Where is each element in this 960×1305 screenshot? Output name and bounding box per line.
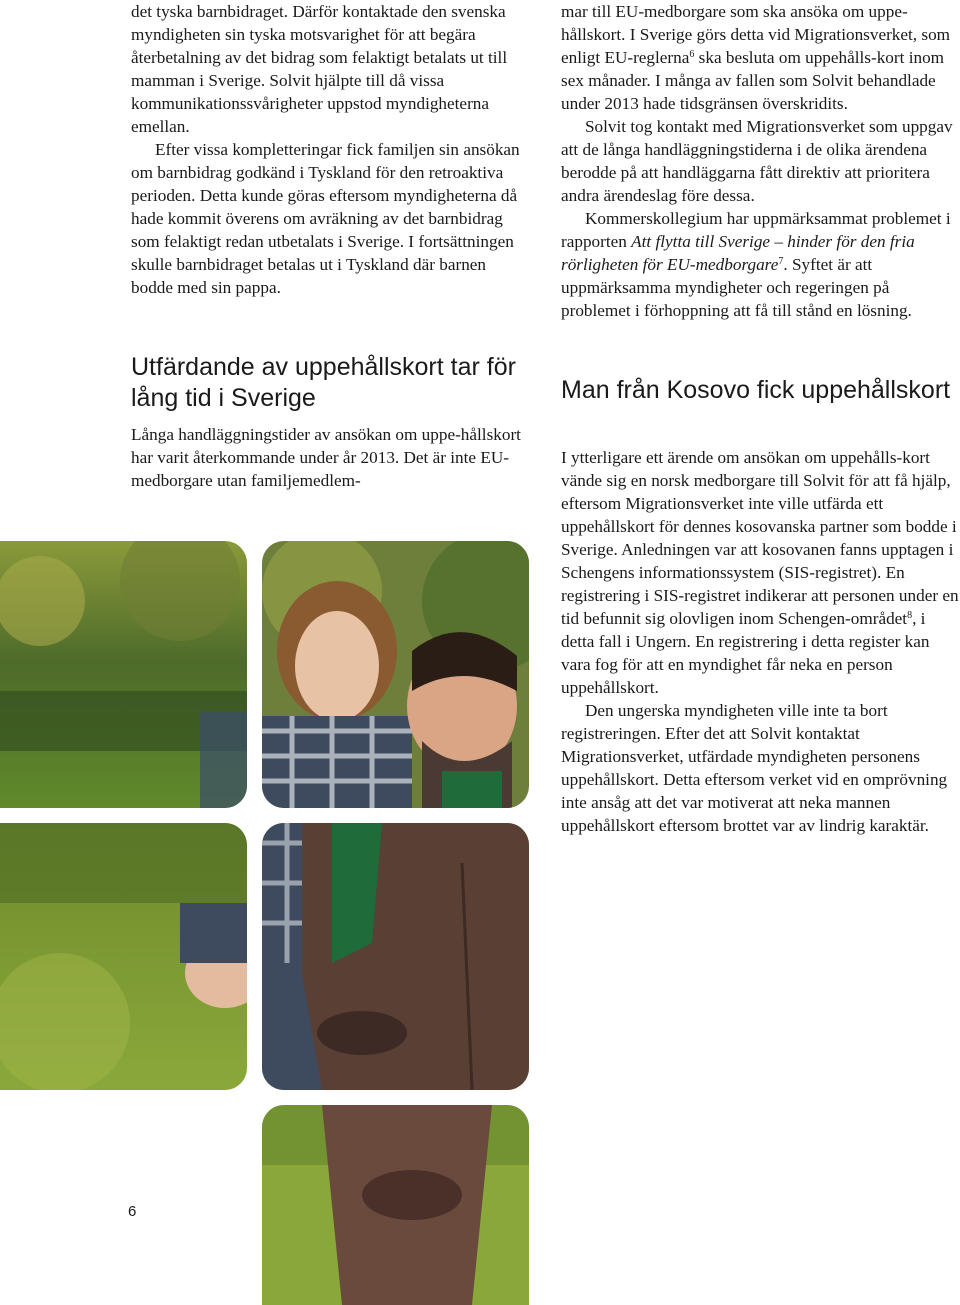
text-span: . Syftet är att uppmärksamma myndigheter och regeringen på problemet i förhoppning att få till stånd en lösning.	[561, 255, 912, 320]
left-paragraph-1: det tyska barnbidraget. Därför kontaktade den svenska myndigheten sin tyska motsvarighet för att begära återbetalning av det bidrag som felaktigt betalats ut till mamman i Sverige. Solvit hjälpte till då vissa kommunikationssvårigheter uppstod myndigheterna emellan.	[131, 2, 508, 136]
text-span: Kommerskollegium har uppmärksammat problemet i rapporten	[561, 209, 951, 251]
photo-tile-father-jacket	[262, 823, 529, 1090]
photo-tile-park-top-left	[0, 541, 247, 808]
right-paragraph-2: Solvit tog kontakt med Migrationsverket som uppgav att de långa handläggningstiderna i de olika ärendena berodde på att handläggarna fått direktiv att prioritera andra ärendeslag före dessa.	[561, 117, 953, 205]
footnote-ref: 6	[689, 49, 695, 60]
right-paragraph-3	[561, 207, 960, 322]
right-column	[561, 0, 960, 322]
right-column-lower	[561, 446, 960, 837]
left-paragraph-2: Efter vissa kompletteringar fick familjen sin ansökan om barnbidrag godkänd i Tyskland för den retroaktiva perioden. Detta kunde göras eftersom myndigheterna då hade kommit överens om avräkning av det barnbidrag som felaktigt redan utbetalats i Sverige. I fortsättningen skulle barnbidraget betalas ut i Tyskland där barnen bodde med sin pappa.	[131, 140, 520, 297]
right-paragraph-1	[561, 0, 960, 115]
text-span: mar till EU-medborgare som ska ansöka om uppe-hållskort. I Sverige görs detta vid Migrationsverket, som enligt EU-reglerna	[561, 2, 951, 67]
report-title: Att flytta till Sverige – hinder för den fria rörligheten för EU-medborgare	[561, 232, 915, 274]
page-number: 6	[128, 1203, 137, 1220]
left-column	[131, 0, 526, 299]
text-span: I ytterligare ett ärende om ansökan om uppehålls-kort vände sig en norsk medborgare till Solvit för att få hjälp, eftersom Migrationsverket inte ville utfärda ett uppehållskort för dennes kosovanska partner som bodde i Sverige. Anledningen var att kosovanen fanns upptagen i Schengens informationssystem (SIS-registret). En registrering i SIS-registret indikerar att personen under en tid befunnit sig olovligen inom Schengen-området	[561, 448, 959, 628]
lead-text: Långa handläggningstider av ansökan om uppe-hållskort har varit återkommande under år 2013. Det är inte EU-medborgare utan familjemedlem-	[131, 425, 521, 490]
text-span: ska besluta om uppehålls-kort inom sex månader. I många av fallen som Solvit behandlade under 2013 hade tidsgränsen överskridits.	[561, 48, 945, 113]
right-paragraph-5: Den ungerska myndigheten ville inte ta bort registreringen. Efter det att Solvit kontaktat Migrationsverket, utfärdade myndigheten personens uppehållskort. Detta eftersom verket vid en omprövning inte ansåg att det var motiverat att neka mannen uppehållskort eftersom brottet var av lindrig karaktär.	[561, 701, 948, 835]
text-span: , i detta fall i Ungern. En registrering i detta register kan vara fog för att en myndighet får neka en person uppehållskort.	[561, 609, 930, 697]
section-heading-residence-card: Utfärdande av uppehållskort tar för lång tid i Sverige	[131, 353, 516, 412]
photo-tile-park-bottom-left	[0, 823, 247, 1090]
left-lead-paragraph	[131, 423, 526, 492]
photo-tile-girl-face	[262, 541, 529, 808]
photo-tile-park-bottom	[262, 1105, 529, 1305]
right-paragraph-4	[561, 446, 960, 699]
footnote-ref: 7	[778, 256, 784, 267]
section-heading-kosovo: Man från Kosovo fick uppehållskort	[561, 376, 951, 404]
footnote-ref: 8	[907, 610, 913, 621]
